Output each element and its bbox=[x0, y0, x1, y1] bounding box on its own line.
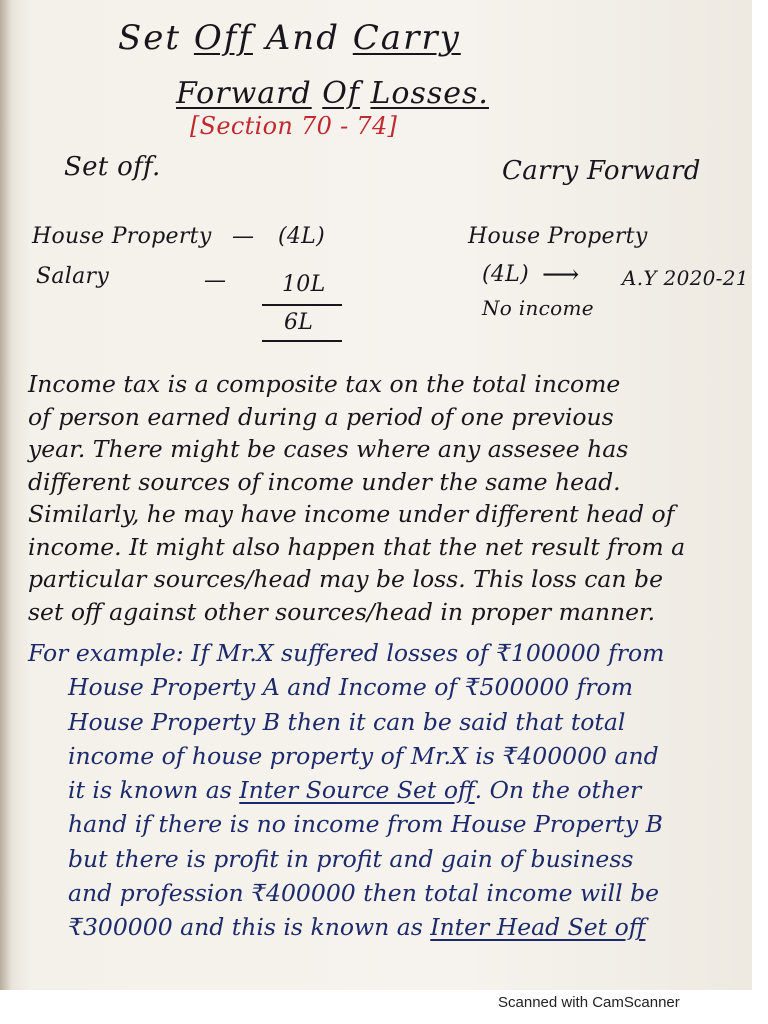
set-off-total: 6L bbox=[284, 310, 314, 335]
paragraph-line: of person earned during a period of one previous bbox=[28, 402, 614, 431]
example-line: House Property B then it can be said that total bbox=[68, 707, 626, 736]
example-section bbox=[28, 636, 748, 945]
paragraph-line: different sources of income under the same head. bbox=[28, 467, 621, 496]
carry-forward-label: House Property bbox=[468, 224, 648, 249]
set-off-label-salary: Salary bbox=[36, 264, 110, 289]
section-reference: [Section 70 - 74] bbox=[190, 112, 398, 140]
total-rule-top bbox=[262, 304, 342, 306]
carry-forward-year: A.Y 2020-21 bbox=[622, 266, 749, 290]
example-line: but there is profit in profit and gain of business bbox=[68, 844, 634, 873]
set-off-amount-house-property: (4L) bbox=[278, 224, 325, 249]
paragraph-line: set off against other sources/head in proper manner. bbox=[28, 597, 656, 626]
carry-forward-note: No income bbox=[482, 296, 594, 320]
example-line: income of house property of Mr.X is ₹400000 and bbox=[68, 741, 659, 770]
total-rule-bottom bbox=[262, 340, 342, 342]
explanation-paragraph bbox=[28, 368, 748, 628]
scanner-watermark: Scanned with CamScanner bbox=[498, 994, 680, 1011]
paragraph-line: year. There might be cases where any assesee has bbox=[28, 435, 629, 463]
carry-forward-amount: (4L) bbox=[482, 262, 529, 287]
carry-forward-heading: Carry Forward bbox=[502, 156, 701, 186]
title-line-1: Set Off And Carry bbox=[118, 18, 461, 58]
example-line: House Property A and Income of ₹500000 from bbox=[68, 673, 634, 702]
set-off-label-house-property: House Property bbox=[32, 224, 212, 249]
set-off-heading: Set off. bbox=[64, 152, 161, 182]
inter-source-set-off-term: Inter Source Set off bbox=[239, 776, 475, 805]
paragraph-line: particular sources/head may be loss. This loss can be bbox=[28, 565, 663, 593]
set-off-dash-2: — bbox=[204, 268, 227, 293]
example-line: it is known as Inter Source Set off. On the other bbox=[68, 776, 642, 805]
title-line-2: Forward Of Losses. bbox=[176, 76, 489, 111]
paragraph-line: Similarly, he may have income under different head of bbox=[28, 500, 675, 528]
inter-head-set-off-term: Inter Head Set off bbox=[430, 913, 646, 942]
arrow-right-icon: ⟶ bbox=[542, 260, 580, 290]
example-line: and profession ₹400000 then total income will be bbox=[68, 879, 660, 908]
example-line: hand if there is no income from House Property B bbox=[68, 810, 663, 839]
example-line: ₹300000 and this is known as Inter Head Set off bbox=[68, 913, 646, 942]
paragraph-line: Income tax is a composite tax on the total income bbox=[28, 370, 621, 398]
set-off-amount-salary: 10L bbox=[282, 272, 326, 297]
example-line: For example: If Mr.X suffered losses of ₹100000 from bbox=[28, 639, 665, 667]
paragraph-line: income. It might also happen that the net result from a bbox=[28, 532, 686, 561]
set-off-dash-1: — bbox=[232, 224, 255, 249]
